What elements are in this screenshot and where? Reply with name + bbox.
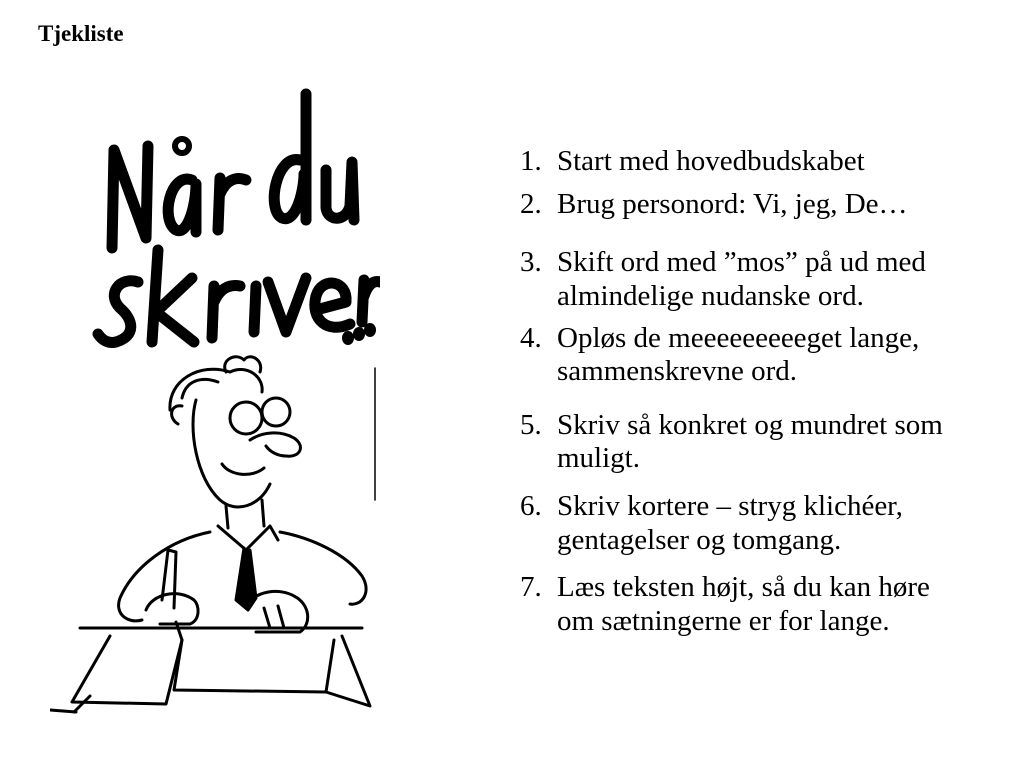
list-item: 6. Skriv kortere – stryg klichéer, gentagelser og tomgang. <box>520 490 903 556</box>
list-item: 1. Start med hovedbudskabet <box>520 145 865 177</box>
list-item: 4. Opløs de meeeeeeeeeget lange, sammenskrevne ord. <box>520 321 920 388</box>
cartoon-man-writing-icon <box>50 80 380 715</box>
page-title: Tjekliste <box>38 21 124 46</box>
list-item: 2. Brug personord: Vi, jeg, De… <box>520 187 908 220</box>
checklist <box>520 145 1020 639</box>
list-item: 7. Læs teksten højt, så du kan høre om sætningerne er for lange. <box>520 571 930 637</box>
list-item: 3. Skift ord med ”mos” på ud med almindelige nudanske ord. <box>520 246 926 312</box>
list-item: 5. Skriv så konkret og mundret som muligt. <box>520 408 943 475</box>
